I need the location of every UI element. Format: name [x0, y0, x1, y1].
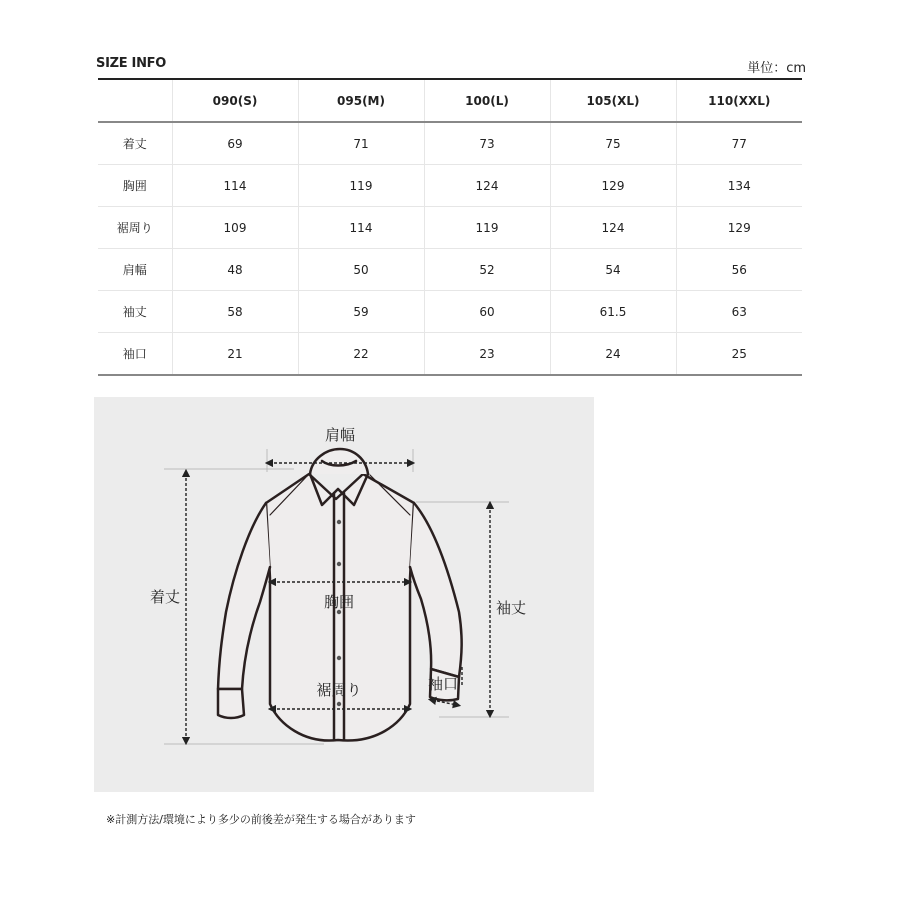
row-label: 裾周り	[98, 207, 172, 249]
row-label: 袖丈	[98, 291, 172, 333]
table-cell: 50	[298, 249, 424, 291]
size-info-title: SIZE INFO	[96, 56, 166, 71]
table-row	[98, 291, 802, 333]
table-cell: 129	[676, 207, 802, 249]
table-cell: 48	[172, 249, 298, 291]
table-cell: 52	[424, 249, 550, 291]
table-cell: 75	[550, 122, 676, 165]
header-cell-size: 090(S)	[172, 79, 298, 122]
table-row	[98, 249, 802, 291]
header-cell-size: 100(L)	[424, 79, 550, 122]
label-sleeve: 袖丈	[496, 599, 527, 617]
shirt-measurement-diagram	[94, 397, 594, 792]
header-cell-size: 095(M)	[298, 79, 424, 122]
table-cell: 25	[676, 333, 802, 376]
row-label: 着丈	[98, 122, 172, 165]
table-cell: 56	[676, 249, 802, 291]
table-cell: 124	[550, 207, 676, 249]
row-label: 肩幅	[98, 249, 172, 291]
table-cell: 124	[424, 165, 550, 207]
table-cell: 63	[676, 291, 802, 333]
table-cell: 59	[298, 291, 424, 333]
row-label: 袖口	[98, 333, 172, 376]
size-header-row	[98, 79, 802, 122]
table-cell: 58	[172, 291, 298, 333]
table-cell: 24	[550, 333, 676, 376]
label-cuff: 袖口	[428, 675, 459, 693]
table-cell: 61.5	[550, 291, 676, 333]
table-cell: 60	[424, 291, 550, 333]
size-table	[98, 78, 802, 376]
table-row	[98, 122, 802, 165]
unit-label: 単位：cm	[747, 61, 806, 76]
table-cell: 73	[424, 122, 550, 165]
header-cell-size: 110(XXL)	[676, 79, 802, 122]
table-cell: 114	[172, 165, 298, 207]
label-length: 着丈	[150, 588, 181, 606]
table-cell: 22	[298, 333, 424, 376]
table-cell: 119	[298, 165, 424, 207]
table-row	[98, 333, 802, 376]
row-label: 胸囲	[98, 165, 172, 207]
table-row	[98, 165, 802, 207]
table-cell: 21	[172, 333, 298, 376]
table-cell: 54	[550, 249, 676, 291]
table-cell: 134	[676, 165, 802, 207]
label-chest: 胸囲	[323, 593, 355, 611]
table-cell: 69	[172, 122, 298, 165]
table-cell: 77	[676, 122, 802, 165]
table-row	[98, 207, 802, 249]
table-cell: 23	[424, 333, 550, 376]
shirt-illustration	[94, 397, 594, 792]
header-cell-size: 105(XL)	[550, 79, 676, 122]
table-cell: 71	[298, 122, 424, 165]
table-cell: 119	[424, 207, 550, 249]
label-shoulder: 肩幅	[324, 426, 356, 444]
table-cell: 109	[172, 207, 298, 249]
header-cell-corner	[98, 79, 172, 122]
label-hem: 裾周り	[316, 681, 362, 699]
table-cell: 129	[550, 165, 676, 207]
measurement-footnote: ※計測方法/環境により多少の前後差が発生する場合があります	[106, 813, 416, 826]
table-cell: 114	[298, 207, 424, 249]
